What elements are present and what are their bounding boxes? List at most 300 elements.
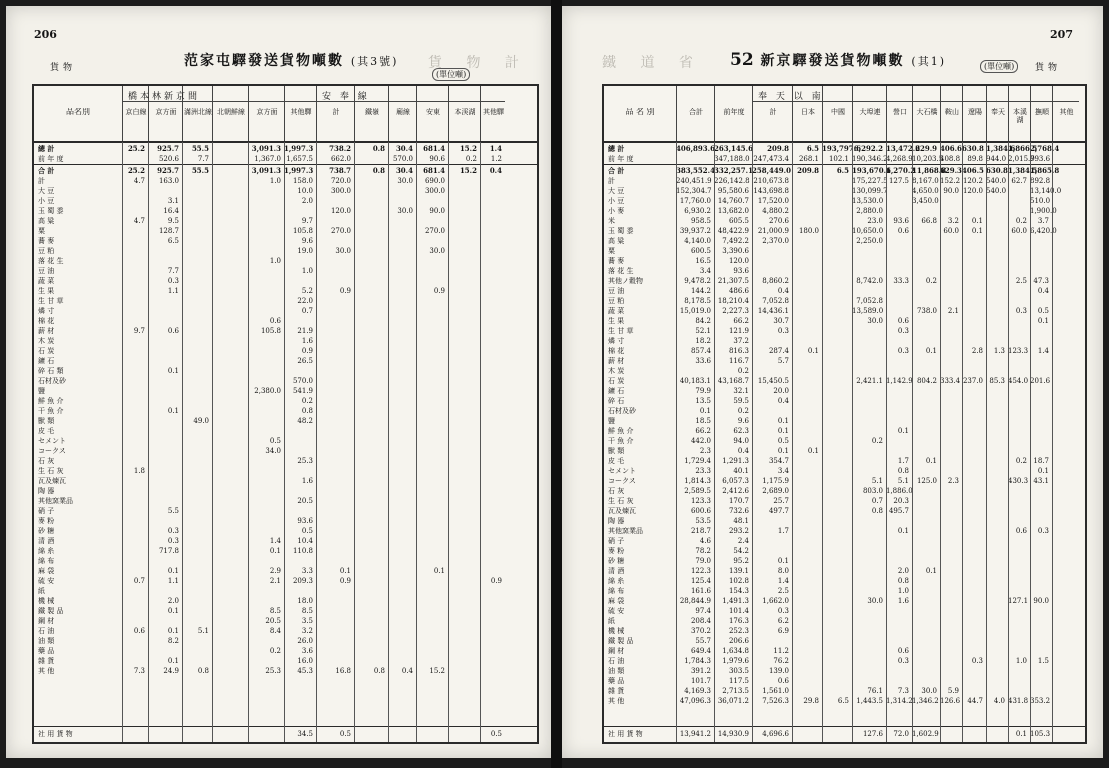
table-cell: 29.8 — [803, 697, 819, 705]
table-row — [34, 606, 537, 616]
table-cell: 347,188.0 — [714, 155, 750, 163]
row-label: 硝 子 — [608, 537, 625, 545]
table-cell: 0.8 — [372, 166, 385, 175]
column-rule — [212, 142, 213, 742]
column-header-label: 奉天 — [991, 108, 1005, 116]
table-cell: 9.6 — [737, 417, 749, 425]
table-cell: 406.6 — [940, 144, 962, 153]
column-header — [416, 86, 449, 141]
table-cell: 4,880.2 — [762, 207, 789, 215]
table-cell: 6,292.2 — [853, 144, 883, 153]
row-label: 石材及砂 — [38, 377, 66, 385]
table-cell: 9.7 — [133, 327, 145, 335]
table-cell: 7.7 — [197, 155, 209, 163]
table-cell: 1,314.2 — [886, 697, 913, 705]
table-cell: 4.6 — [699, 537, 711, 545]
row-label: 石 灰 — [38, 457, 55, 465]
table-cell: 127.6 — [862, 730, 883, 738]
row-label: 清 酒 — [38, 537, 55, 545]
row-label: 玉 蜀 黍 — [608, 227, 634, 235]
table-cell: 0.3 — [167, 527, 179, 535]
column-rule — [940, 142, 941, 742]
table-cell: 0.3 — [777, 327, 789, 335]
table-cell: 16.8 — [335, 667, 351, 675]
table-row — [34, 476, 537, 486]
table-cell: 85.3 — [989, 377, 1005, 385]
table-row — [34, 516, 537, 526]
row-label: 豆 粕 — [608, 297, 625, 305]
table-cell: 11,868.8 — [912, 166, 947, 175]
row-label: 鑛 石 — [608, 387, 625, 395]
table-cell: 383,552.4 — [676, 166, 715, 175]
table-row — [34, 336, 537, 346]
table-cell: 630.8 — [962, 144, 984, 153]
table-cell: 541.9 — [292, 387, 313, 395]
table-cell: 19.0 — [297, 247, 313, 255]
table-cell: 55.5 — [191, 144, 209, 153]
table-row — [34, 376, 537, 386]
column-header-label: 其他驛 — [483, 108, 504, 116]
table-cell: 105.8 — [260, 327, 281, 335]
table-row — [34, 306, 537, 316]
table-cell: 0.1 — [269, 547, 281, 555]
table-cell: 0.1 — [167, 607, 179, 615]
table-cell: 209.8 — [767, 144, 789, 153]
column-header-label: 品名別 — [66, 108, 90, 116]
table-row — [34, 142, 537, 154]
table-cell: 14,760.7 — [717, 197, 749, 205]
column-header — [962, 86, 987, 141]
table-cell: 2,227.3 — [722, 307, 749, 315]
table-cell: 1.4 — [1037, 347, 1049, 355]
row-label: コークス — [608, 477, 636, 485]
table-cell: 1.1 — [167, 287, 179, 295]
table-cell: 1.8 — [133, 467, 145, 475]
table-row — [34, 506, 537, 516]
row-label: 木 炭 — [608, 367, 625, 375]
table-cell: 79.0 — [695, 557, 711, 565]
row-label: 鹽 — [608, 417, 615, 425]
table-cell: 9,478.2 — [684, 277, 711, 285]
table-cell: 2,421.1 — [856, 377, 883, 385]
column-rule — [388, 142, 389, 742]
table-cell: 1,997.3 — [284, 144, 314, 153]
table-cell: 1,662.0 — [762, 597, 789, 605]
table-cell: 8,167.0 — [912, 177, 939, 185]
table-cell: 0.8 — [372, 144, 385, 153]
table-cell: 10.4 — [297, 537, 313, 545]
table-cell: 600.6 — [690, 507, 711, 515]
row-label: 陶 器 — [38, 487, 55, 495]
table-cell: 268.1 — [798, 155, 819, 163]
row-label: 鐵 製 品 — [38, 607, 64, 615]
table-cell: 540.0 — [986, 187, 1007, 195]
table-cell: 143,698.8 — [753, 187, 789, 195]
table-cell: 540.0 — [986, 177, 1007, 185]
table-cell: 105.3 — [1030, 730, 1051, 738]
table-cell: 101.7 — [690, 677, 711, 685]
bleed-through-text: 貨 物 計 — [428, 55, 529, 71]
table-cell: 78.2 — [695, 547, 711, 555]
table-cell: 30.4 — [395, 144, 413, 153]
row-label: セメント — [608, 467, 636, 475]
table-cell: 0.1 — [925, 457, 937, 465]
table-cell: 163.0 — [158, 177, 179, 185]
row-label: 硝 子 — [38, 507, 55, 515]
table-cell: 30.0 — [867, 597, 883, 605]
row-label: 雜 貨 — [38, 657, 55, 665]
table-cell: 0.3 — [167, 537, 179, 545]
row-label: 機 械 — [608, 627, 625, 635]
table-title — [184, 50, 398, 70]
row-label: 皮 毛 — [38, 427, 55, 435]
table-cell: 89.8 — [967, 155, 983, 163]
row-label: 高 粱 — [608, 237, 625, 245]
table-cell: 1,346.2 — [912, 697, 939, 705]
row-label: 小 豆 — [38, 197, 55, 205]
table-cell: 10,203.5 — [912, 155, 944, 163]
table-cell: 201.6 — [1030, 377, 1051, 385]
row-label: 其 他 — [608, 697, 625, 705]
table-cell: 510.0 — [1030, 197, 1051, 205]
table-cell: 1,634.8 — [722, 647, 749, 655]
column-header-label: 北朝鮮線 — [217, 108, 245, 116]
table-cell: 0.5 — [777, 437, 789, 445]
table-row — [34, 616, 537, 626]
column-group-label: 安 奉 線 — [322, 92, 370, 102]
column-group-label: 奉 天 以 南 — [758, 92, 824, 102]
table-cell: 120.0 — [962, 187, 983, 195]
table-cell: 110.8 — [292, 547, 313, 555]
column-header-label: 本渓湖 — [454, 108, 476, 116]
column-header-label: 大埠連 — [859, 108, 881, 116]
table-cell: 30.0 — [867, 317, 883, 325]
row-label: 鋼 材 — [608, 647, 625, 655]
left-page — [6, 6, 551, 758]
table-row — [34, 356, 537, 366]
table-cell: 0.1 — [807, 447, 819, 455]
column-rule — [448, 142, 449, 742]
row-label: 燐 寸 — [608, 337, 625, 345]
table-cell: 30.0 — [335, 247, 351, 255]
table-cell: 11.2 — [773, 647, 789, 655]
row-label: 豆 油 — [608, 287, 625, 295]
table-cell: 47,096.3 — [679, 697, 711, 705]
table-cell: 605.5 — [728, 217, 749, 225]
column-header-label: 其他驛 — [290, 108, 312, 116]
table-cell: 0.2 — [871, 437, 883, 445]
column-header — [1052, 86, 1080, 141]
row-label: 計 — [608, 177, 615, 185]
row-label: 大 豆 — [608, 187, 625, 195]
table-cell: 6,420.0 — [1030, 227, 1057, 235]
table-cell: 0.3 — [897, 347, 909, 355]
table-header — [604, 86, 1085, 142]
table-cell: 127.1 — [1008, 597, 1029, 605]
table-cell: 5.9 — [947, 687, 959, 695]
column-rule — [714, 142, 715, 742]
table-row — [34, 216, 537, 226]
table-cell: 8,860.2 — [762, 277, 789, 285]
column-header-label: 品 名 別 — [625, 108, 655, 116]
table-cell: 629.3 — [940, 166, 962, 175]
table-cell: 1,491.3 — [722, 597, 749, 605]
table-cell: 9.7 — [301, 217, 313, 225]
column-header — [604, 86, 676, 141]
column-header — [822, 86, 853, 141]
row-label: 獸 類 — [38, 417, 55, 425]
table-cell: 1.2 — [490, 155, 502, 163]
table-cell: 0.4 — [1037, 287, 1049, 295]
column-header-label: 廟線 — [396, 108, 410, 116]
title-text: 新京驛發送貨物噸數 — [760, 53, 905, 69]
table-cell: 0.9 — [339, 577, 351, 585]
table-cell: 0.5 — [269, 437, 281, 445]
table-cell: 0.8 — [197, 667, 209, 675]
table-cell: 0.1 — [897, 427, 909, 435]
table-cell: 139.0 — [768, 667, 789, 675]
column-rule — [852, 142, 853, 742]
table-cell: 958.5 — [690, 217, 711, 225]
column-header-label: 滿洲北線 — [184, 108, 212, 116]
table-row — [34, 466, 537, 476]
table-row — [34, 186, 537, 196]
table-cell: 1.4 — [777, 577, 789, 585]
table-cell: 209.3 — [292, 577, 313, 585]
table-cell: 0.6 — [897, 647, 909, 655]
column-header-label: 本溪湖 — [1013, 108, 1027, 124]
column-rule — [986, 142, 987, 742]
column-header-label: 鞍山 — [945, 108, 959, 116]
table-cell: 193,670.1 — [852, 166, 891, 175]
table-cell: 0.2 — [1015, 457, 1027, 465]
column-rule — [1052, 142, 1053, 742]
table-cell: 3.6 — [301, 647, 313, 655]
table-cell: 1.5 — [1037, 657, 1049, 665]
unit-label: (單位噸) — [432, 68, 470, 81]
table-cell: 120.0 — [330, 207, 351, 215]
table-cell: 105.8 — [292, 227, 313, 235]
table-cell: 2,412.6 — [722, 487, 749, 495]
row-label: 石 油 — [608, 657, 625, 665]
row-label: 瓦及煉瓦 — [608, 507, 636, 515]
table-cell: 1.7 — [777, 527, 789, 535]
table-cell: 4.0 — [993, 697, 1005, 705]
table-cell: 925.7 — [157, 144, 179, 153]
row-label: 棉 花 — [608, 347, 625, 355]
table-cell: 0.3 — [1015, 307, 1027, 315]
page-number: 207 — [1050, 28, 1073, 41]
table-cell: 102.8 — [728, 577, 749, 585]
table-cell: 0.3 — [167, 277, 179, 285]
table-cell: 1,175.9 — [762, 477, 789, 485]
column-rule — [354, 142, 355, 742]
table-cell: 6.5 — [167, 237, 179, 245]
table-body — [34, 142, 537, 726]
table-cell: 0.5 — [301, 527, 313, 535]
column-header-label: 其他 — [1059, 108, 1074, 116]
table-cell: 720.0 — [330, 177, 351, 185]
table-row — [34, 586, 537, 596]
table-cell: 60.0 — [1011, 227, 1027, 235]
table-cell: 7,052.8 — [856, 297, 883, 305]
table-cell: 1.6 — [897, 597, 909, 605]
table-cell: 0.2 — [465, 155, 477, 163]
column-header — [986, 86, 1009, 141]
table-cell: 497.7 — [768, 507, 789, 515]
table-cell: 247,473.4 — [753, 155, 789, 163]
row-label: 玉 蜀 黍 — [38, 207, 64, 215]
table-cell: 161.6 — [690, 587, 711, 595]
page-number: 206 — [34, 28, 57, 41]
table-row — [34, 416, 537, 426]
table-cell: 0.5 — [1037, 307, 1049, 315]
table-cell: 0.1 — [1037, 467, 1049, 475]
table-cell: 144.2 — [690, 287, 711, 295]
table-cell: 6.2 — [777, 617, 789, 625]
table-cell: 120.0 — [728, 257, 749, 265]
table-cell: 353.2 — [1030, 697, 1051, 705]
table-cell: 26.0 — [297, 637, 313, 645]
column-group-rule — [752, 101, 1079, 102]
row-label: 蔬 菜 — [38, 277, 55, 285]
row-label: 鮮 魚 介 — [38, 397, 64, 405]
table-cell: 8.4 — [269, 627, 281, 635]
book-spine — [551, 0, 562, 768]
row-label: 合 計 — [38, 166, 55, 175]
table-cell: 300.0 — [424, 187, 445, 195]
table-cell: 2.1 — [947, 307, 959, 315]
table-cell: 52.1 — [695, 327, 711, 335]
table-cell: 431.8 — [1008, 697, 1029, 705]
row-label: 落 花 生 — [608, 267, 634, 275]
table-cell: 0.2 — [737, 367, 749, 375]
column-rule — [1030, 142, 1031, 742]
table-cell: 1,886.0 — [886, 487, 913, 495]
table-row — [34, 396, 537, 406]
row-label: 社 用 貨 物 — [608, 730, 643, 738]
table-cell: 0.2 — [301, 397, 313, 405]
table-cell: 40,183.1 — [679, 377, 711, 385]
row-label: 麻 袋 — [608, 597, 625, 605]
table-cell: 208.4 — [690, 617, 711, 625]
table-cell: 94.0 — [733, 437, 749, 445]
table-cell: 0.1 — [777, 417, 789, 425]
table-cell: 1,291.3 — [722, 457, 749, 465]
row-label: 前 年 度 — [608, 155, 634, 163]
table-cell: 738.7 — [329, 166, 351, 175]
table-cell: 804.2 — [916, 377, 937, 385]
table-cell: 0.1 — [433, 567, 445, 575]
table-cell: 3.4 — [777, 467, 789, 475]
table-row — [34, 236, 537, 246]
table-cell: 125.0 — [916, 477, 937, 485]
table-cell: 5.5 — [167, 507, 179, 515]
row-label: 硫 安 — [608, 607, 625, 615]
table-cell: 130,099.7 — [852, 187, 888, 195]
table-cell: 1.4 — [269, 537, 281, 545]
table-cell: 17,520.0 — [757, 197, 789, 205]
column-rule — [962, 142, 963, 742]
row-label: 小 豆 — [608, 197, 625, 205]
table-cell: 125.4 — [690, 577, 711, 585]
table-cell: 13,472.2 — [886, 144, 921, 153]
table-cell: 803.0 — [862, 487, 883, 495]
row-label: 皮 毛 — [608, 457, 625, 465]
table-cell: 170.7 — [728, 497, 749, 505]
table-cell: 293.2 — [728, 527, 749, 535]
column-header-label: 計 — [769, 108, 777, 116]
table-cell: 36,071.2 — [717, 697, 749, 705]
column-rule — [752, 142, 753, 742]
row-label: 薪 材 — [608, 357, 625, 365]
column-group-label: 橋本林新京間 — [128, 92, 201, 102]
table-cell: 13,682.0 — [717, 207, 749, 215]
table-cell: 15.2 — [459, 166, 477, 175]
table-cell: 662.0 — [330, 155, 351, 163]
table-cell: 1.3 — [993, 347, 1005, 355]
table-cell: 0.4 — [489, 166, 502, 175]
title-subtitle: (其1) — [911, 55, 947, 68]
row-label: 粟 — [608, 247, 615, 255]
column-header — [480, 86, 506, 141]
table-cell: 332,257.1 — [714, 166, 753, 175]
table-cell: 30.0 — [397, 207, 413, 215]
table-cell: 76.2 — [773, 657, 789, 665]
row-label: 鑛 石 — [38, 357, 55, 365]
table-cell: 258,449.0 — [752, 166, 791, 175]
table-cell: 5.1 — [197, 627, 209, 635]
table-cell: 90.6 — [429, 155, 445, 163]
table-cell: 0.1 — [971, 227, 983, 235]
table-cell: 49.0 — [193, 417, 209, 425]
table-cell: 2,880.0 — [856, 207, 883, 215]
table-cell: 127.5 — [888, 177, 909, 185]
table-cell: 0.3 — [897, 657, 909, 665]
table-cell: 6.5 — [837, 697, 849, 705]
table-cell: 7,492.2 — [722, 237, 749, 245]
table-cell: 0.8 — [871, 507, 883, 515]
table-cell: 406,893.6 — [676, 144, 715, 153]
table-cell: 237.0 — [962, 377, 983, 385]
table-cell: 0.6 — [1015, 527, 1027, 535]
table-cell: 0.1 — [925, 347, 937, 355]
table-cell: 158.0 — [292, 177, 313, 185]
column-header-label: 營口 — [893, 108, 907, 116]
row-label: 鋼 材 — [38, 617, 55, 625]
column-group-rule — [122, 101, 316, 102]
table-cell: 18,210.4 — [717, 297, 749, 305]
table-cell: 0.3 — [971, 657, 983, 665]
table-cell: 33.6 — [695, 357, 711, 365]
column-rule — [148, 142, 149, 742]
column-rule — [122, 142, 123, 742]
table-cell: 8.5 — [301, 607, 313, 615]
table-cell: 5.1 — [897, 477, 909, 485]
table-cell: 495.7 — [888, 507, 909, 515]
row-label: 瓦及煉瓦 — [38, 477, 66, 485]
column-header-label: 計 — [332, 108, 340, 116]
column-header — [284, 86, 317, 141]
table-cell: 3.2 — [301, 627, 313, 635]
title-subtitle: (其3號) — [350, 55, 399, 68]
table-cell: 5.7 — [777, 357, 789, 365]
row-label: 薪 材 — [38, 327, 55, 335]
row-label: 清 酒 — [608, 567, 625, 575]
table-cell: 123.3 — [1008, 347, 1029, 355]
table-cell: 4,140.0 — [684, 237, 711, 245]
column-header — [714, 86, 753, 141]
